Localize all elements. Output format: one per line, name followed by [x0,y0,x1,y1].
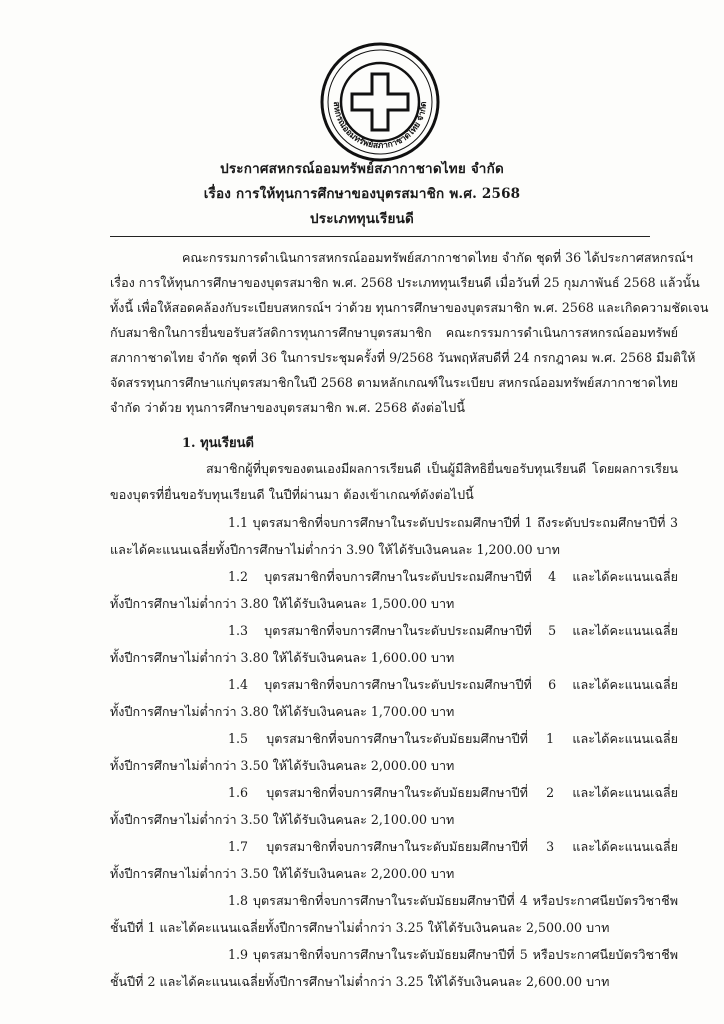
criteria-item-line: 1.2 บุตรสมาชิกที่จบการศึกษาในระดับประถมศึกษาปีที่ 4 และได้คะแนนเฉลี่ย [228,569,678,584]
intro-line: กับสมาชิกในการยื่นขอรับสวัสดิการทุนการศึกษาบุตรสมาชิก คณะกรรมการดำเนินการสหกรณ์ออมทรัพย์ [110,325,678,340]
criteria-item-line: 1.6 บุตรสมาชิกที่จบการศึกษาในระดับมัธยมศึกษาปีที่ 2 และได้คะแนนเฉลี่ย [228,785,678,800]
announcement-title: ประกาศสหกรณ์ออมทรัพย์สภากาชาดไทย จำกัด [220,161,504,177]
criteria-item-line: ทั้งปีการศึกษาไม่ต่ำกว่า 3.50 ให้ได้รับเงินคนละ 2,100.00 บาท [110,812,455,827]
intro-line: สภากาชาดไทย จำกัด ชุดที่ 36 ในการประชุมครั้งที่ 9/2568 วันพฤหัสบดีที่ 24 กรกฎาคม พ.ศ. 2568 มีมติให้ [110,350,696,365]
announcement-category: ประเภททุนเรียนดี [310,211,414,227]
criteria-item-line: 1.3 บุตรสมาชิกที่จบการศึกษาในระดับประถมศึกษาปีที่ 5 และได้คะแนนเฉลี่ย [228,623,678,638]
seal-ring-text: สหกรณ์ออมทรัพย์สภากาชาดไทย จำกัด [330,101,430,152]
criteria-item-line: ชั้นปีที่ 2 และได้คะแนนเฉลี่ยทั้งปีการศึกษาไม่ต่ำกว่า 3.25 ให้ได้รับเงินคนละ 2,600.00 บาท [110,974,610,989]
criteria-item-line: ชั้นปีที่ 1 และได้คะแนนเฉลี่ยทั้งปีการศึกษาไม่ต่ำกว่า 3.25 ให้ได้รับเงินคนละ 2,500.00 บาท [110,920,610,935]
criteria-item-line: ทั้งปีการศึกษาไม่ต่ำกว่า 3.80 ให้ได้รับเงินคนละ 1,600.00 บาท [110,650,455,665]
criteria-item-line: และได้คะแนนเฉลี่ยทั้งปีการศึกษาไม่ต่ำกว่า 3.90 ให้ได้รับเงินคนละ 1,200.00 บาท [110,542,560,557]
section-heading: 1. ทุนเรียนดี [182,436,254,451]
criteria-item-line: 1.7 บุตรสมาชิกที่จบการศึกษาในระดับมัธยมศึกษาปีที่ 3 และได้คะแนนเฉลี่ย [228,839,678,854]
criteria-item-line: ทั้งปีการศึกษาไม่ต่ำกว่า 3.50 ให้ได้รับเงินคนละ 2,000.00 บาท [110,758,455,773]
criteria-item-line: ทั้งปีการศึกษาไม่ต่ำกว่า 3.80 ให้ได้รับเงินคนละ 1,700.00 บาท [110,704,455,719]
intro-line: จัดสรรทุนการศึกษาแก่บุตรสมาชิกในปี 2568 ตามหลักเกณฑ์ในระเบียบ สหกรณ์ออมทรัพย์สภากาชาดไทย [110,375,678,390]
criteria-item-line: 1.5 บุตรสมาชิกที่จบการศึกษาในระดับมัธยมศึกษาปีที่ 1 และได้คะแนนเฉลี่ย [228,731,678,746]
red-cross-seal-icon [318,40,442,164]
criteria-item-line: 1.8 บุตรสมาชิกที่จบการศึกษาในระดับมัธยมศึกษาปีที่ 4 หรือประกาศนียบัตรวิชาชีพ [228,893,678,908]
section-description: สมาชิกผู้ที่บุตรของตนเองมีผลการเรียนดี เป็นผู้มีสิทธิยื่นขอรับทุนเรียนดี โดยผลการเรียน [206,461,678,476]
announcement-subject: เรื่อง การให้ทุนการศึกษาของบุตรสมาชิก พ.ศ. 2568 [203,186,521,202]
header-divider [110,236,650,237]
section-description: ของบุตรที่ยื่นขอรับทุนเรียนดี ในปีที่ผ่านมา ต้องเข้าเกณฑ์ดังต่อไปนี้ [110,487,474,502]
intro-line: จำกัด ว่าด้วย ทุนการศึกษาของบุตรสมาชิก พ.ศ. 2568 ดังต่อไปนี้ [110,400,466,415]
criteria-item-line: ทั้งปีการศึกษาไม่ต่ำกว่า 3.80 ให้ได้รับเงินคนละ 1,500.00 บาท [110,596,455,611]
criteria-item-line: 1.4 บุตรสมาชิกที่จบการศึกษาในระดับประถมศึกษาปีที่ 6 และได้คะแนนเฉลี่ย [228,677,678,692]
criteria-item-line: 1.1 บุตรสมาชิกที่จบการศึกษาในระดับประถมศึกษาปีที่ 1 ถึงระดับประถมศึกษาปีที่ 3 [228,515,678,530]
svg-text:สหกรณ์ออมทรัพย์สภากาชาดไทย จำก [331,101,429,151]
intro-line: ทั้งนี้ เพื่อให้สอดคล้องกับระเบียบสหกรณ์ฯ ว่าด้วย ทุนการศึกษาของบุตรสมาชิก พ.ศ. 2568 และเกิดความชัดเจน [110,300,709,315]
criteria-item-line: ทั้งปีการศึกษาไม่ต่ำกว่า 3.50 ให้ได้รับเงินคนละ 2,200.00 บาท [110,866,455,881]
intro-line: เรื่อง การให้ทุนการศึกษาของบุตรสมาชิก พ.ศ. 2568 ประเภททุนเรียนดี เมื่อวันที่ 25 กุมภาพันธ์ 2568 แล้วนั้น [110,275,700,290]
criteria-item-line: 1.9 บุตรสมาชิกที่จบการศึกษาในระดับมัธยมศึกษาปีที่ 5 หรือประกาศนียบัตรวิชาชีพ [228,947,678,962]
intro-line: คณะกรรมการดำเนินการสหกรณ์ออมทรัพย์สภากาชาดไทย จำกัด ชุดที่ 36 ได้ประกาศสหกรณ์ฯ [182,250,694,265]
